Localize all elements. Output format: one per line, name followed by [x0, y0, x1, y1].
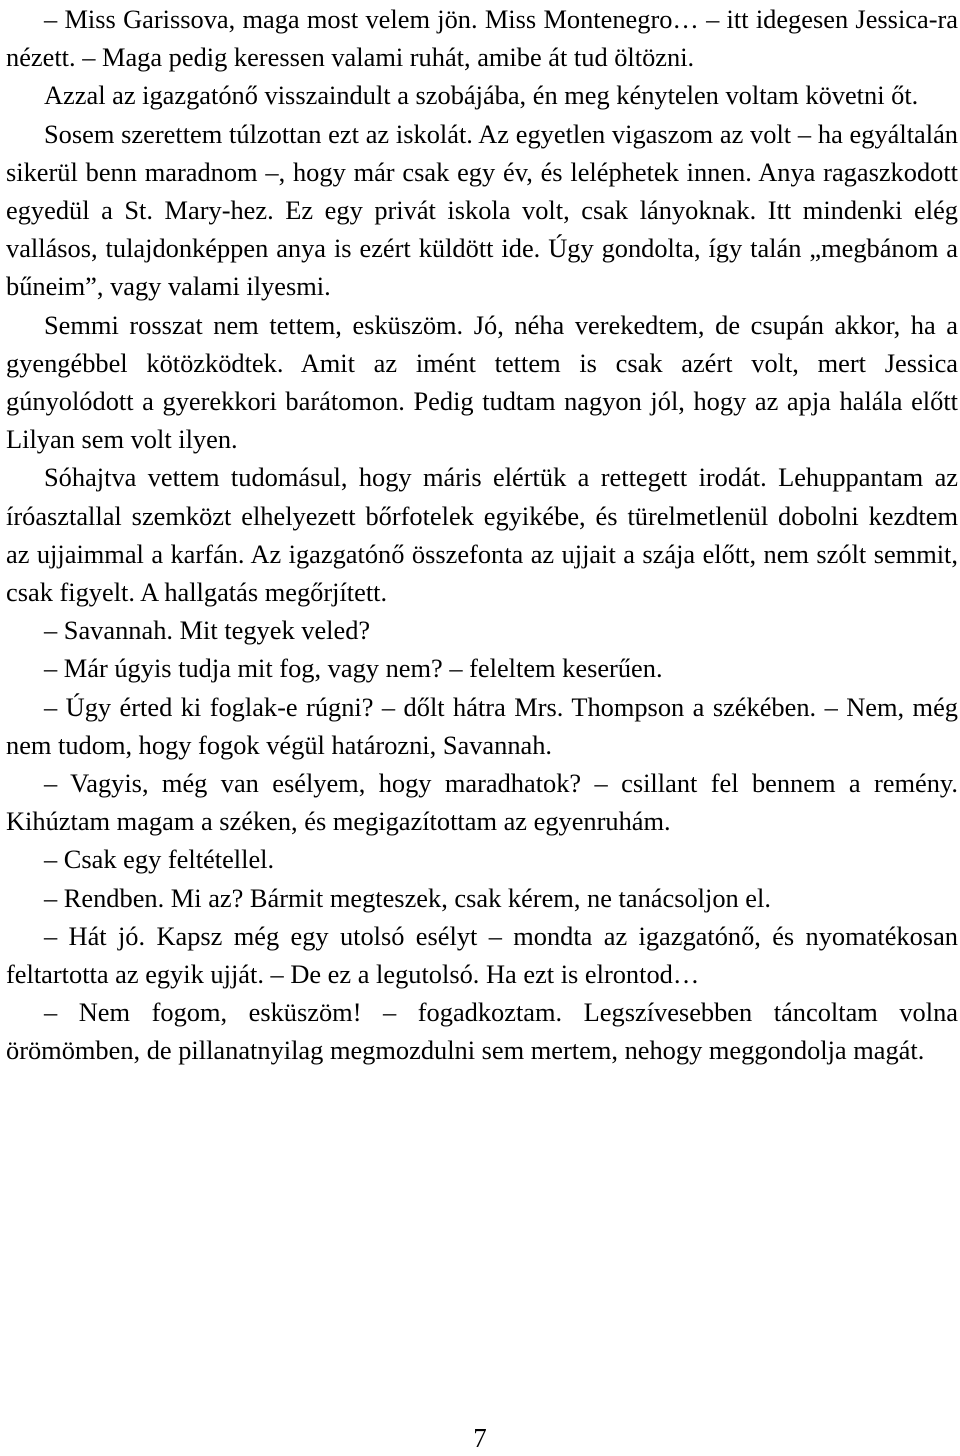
paragraph-4: Semmi rosszat nem tettem, esküszöm. Jó, néha verekedtem, de csupán akkor, ha a gyengébbel kötözködtek. Amit az imént tettem is csak azért volt, mert Jessica gúnyolódott a gyerekkori barátomon. Pedig tudtam nagyon jól, hogy az apja halála előtt Lilyan sem volt ilyen.	[6, 309, 958, 455]
paragraph-3: Sosem szerettem túlzottan ezt az iskolát. Az egyetlen vigaszom az volt – ha egyáltalán sikerül benn maradnom –, hogy már csak egy év, és leléphetek innen. Anya ragaszkodott egyedül a St. Mary-hez. Ez egy privát iskola volt, csak lányoknak. Itt mindenki elég vallásos, tulajdonképpen anya is ezért küldött ide. Úgy gondolta, így talán „megbánom a bűneim”, vagy valami ilyesmi.	[6, 118, 958, 302]
page-number: 7	[473, 1423, 487, 1453]
paragraph-11: – Rendben. Mi az? Bármit megteszek, csak kérem, ne tanácsoljon el.	[44, 882, 771, 913]
paragraph-2: Azzal az igazgatónő visszaindult a szobájába, én meg kénytelen voltam követni őt.	[44, 80, 919, 111]
paragraph-13: – Nem fogom, esküszöm! – fogadkoztam. Legszívesebben táncoltam volna örömömben, de pillanatnyilag megmozdulni sem mertem, nehogy meggondolja magát.	[6, 997, 958, 1066]
paragraph-8: – Úgy érted ki foglak-e rúgni? – dőlt hátra Mrs. Thompson a székében. – Nem, még nem tudom, hogy fogok végül határozni, Savannah.	[6, 691, 958, 760]
paragraph-7: – Már úgyis tudja mit fog, vagy nem? – feleltem keserűen.	[44, 653, 663, 684]
paragraph-5: Sóhajtva vettem tudomásul, hogy máris elértük a rettegett irodát. Lehuppantam az íróasztallal szemközt elhelyezett bőrfotelek egyikébe, és türelmetlenül dobolni kezdtem az ujjaimmal a karfán. Az igazgatónő összefonta az ujjait a szája előtt, nem szólt semmit, csak figyelt. A hallgatás megőrjített.	[6, 462, 958, 608]
paragraph-6: – Savannah. Mit tegyek veled?	[44, 615, 371, 646]
paragraph-10: – Csak egy feltétellel.	[44, 844, 275, 875]
page-body	[6, 0, 958, 1070]
paragraph-9: – Vagyis, még van esélyem, hogy maradhatok? – csillant fel bennem a remény. Kihúztam magam a széken, és megigazítottam az egyenruhám.	[6, 768, 958, 837]
paragraph-1: – Miss Garissova, maga most velem jön. Miss Montenegro… – itt idegesen Jessica-ra nézett. – Maga pedig keressen valami ruhát, amibe át tud öltözni.	[6, 4, 958, 73]
paragraph-12: – Hát jó. Kapsz még egy utolsó esélyt – mondta az igazgatónő, és nyomatékosan feltartotta az egyik ujját. – De ez a legutolsó. Ha ezt is elrontod…	[6, 920, 958, 990]
